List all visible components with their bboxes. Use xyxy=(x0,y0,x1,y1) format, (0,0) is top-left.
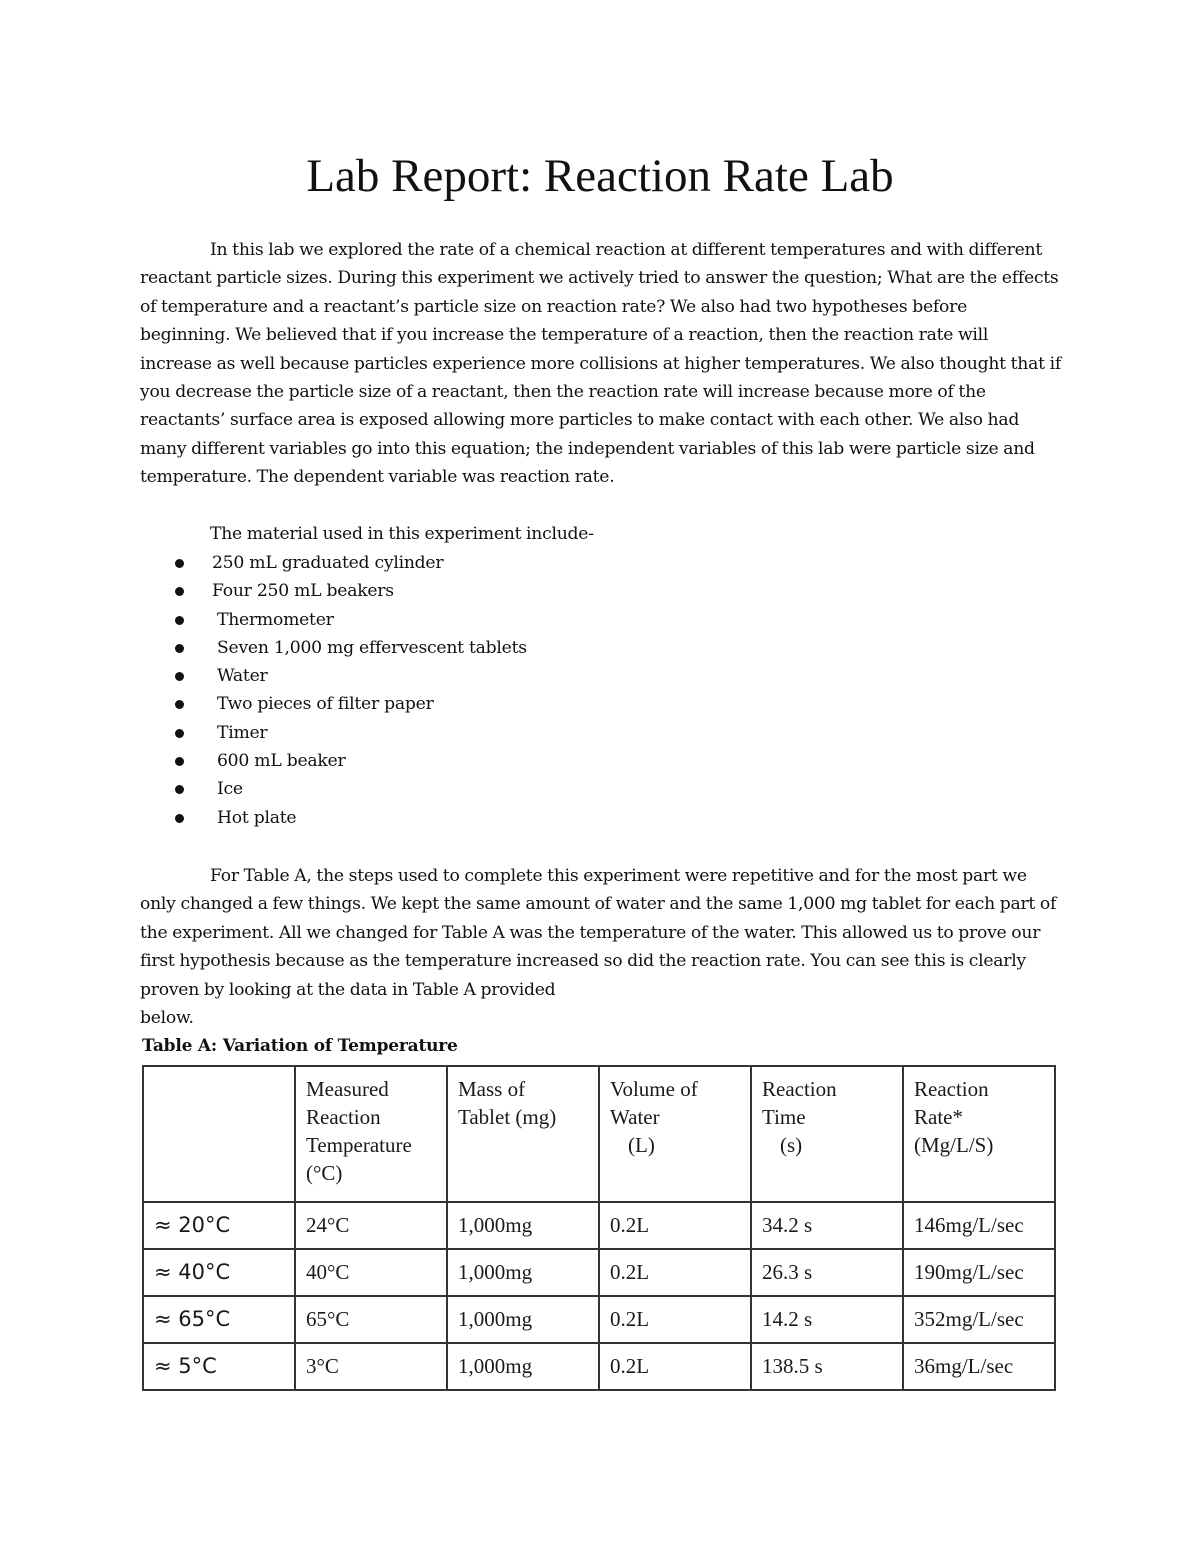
list-item: Hot plate xyxy=(140,804,527,832)
table-cell: 1,000mg xyxy=(447,1343,599,1390)
bullet-icon xyxy=(175,672,184,681)
intro-paragraph: In this lab we explored the rate of a chemical reaction at different temperatures and with different reactant particle sizes. During this experiment we actively tried to answer the question; What are the effects of temperature and a reactant’s particle size on reaction rate? We also had two hypotheses before beginning. We believed that if you increase the temperature of a reaction, then the reaction rate will increase as well because particles experience more collisions at higher temperatures. We also thought that if you decrease the particle size of a reactant, then the reaction rate will increase because more of the reactants’ surface area is exposed allowing more particles to make contact with each other. We also had many different variables go into this equation; the independent variables of this lab were particle size and temperature. The dependent variable was reaction rate. xyxy=(140,240,1061,488)
table-cell: 1,000mg xyxy=(447,1296,599,1343)
table-row xyxy=(143,1202,1055,1249)
header-cell: Volume of Water (L) xyxy=(599,1066,751,1202)
table-cell: 24°C xyxy=(295,1202,447,1249)
table-cell: 34.2 s xyxy=(751,1202,903,1249)
bullet-icon xyxy=(175,616,184,625)
table-cell: ≈ 5°C xyxy=(143,1343,295,1390)
table-row xyxy=(143,1296,1055,1343)
header-cell xyxy=(143,1066,295,1202)
header-cell: Mass of Tablet (mg) xyxy=(447,1066,599,1202)
table-cell: 138.5 s xyxy=(751,1343,903,1390)
procedure-paragraph: For Table A, the steps used to complete this experiment were repetitive and for the most part we only changed a few things. We kept the same amount of water and the same 1,000 mg tablet for each part of the experiment. All we changed for Table A was the temperature of the water. This allowed us to prove our first hypothesis because as the temperature increased so did the reaction rate. You can see this is clearly proven by looking at the data in Table A provided xyxy=(140,866,1057,1000)
table-row xyxy=(143,1343,1055,1390)
materials-intro: The material used in this experiment include- xyxy=(210,524,594,544)
table-cell: 14.2 s xyxy=(751,1296,903,1343)
header-cell: Measured Reaction Temperature (°C) xyxy=(295,1066,447,1202)
table-row xyxy=(143,1249,1055,1296)
list-item: Timer xyxy=(140,719,527,747)
table-header-row xyxy=(143,1066,1055,1202)
list-item: Water xyxy=(140,662,527,690)
bullet-icon xyxy=(175,785,184,794)
bullet-icon xyxy=(175,587,184,596)
header-cell: Reaction Time (s) xyxy=(751,1066,903,1202)
table-cell: ≈ 40°C xyxy=(143,1249,295,1296)
list-item: Two pieces of filter paper xyxy=(140,690,527,718)
table-cell: 1,000mg xyxy=(447,1249,599,1296)
table-cell: 26.3 s xyxy=(751,1249,903,1296)
table-cell: 0.2L xyxy=(599,1343,751,1390)
list-item: 250 mL graduated cylinder xyxy=(140,549,527,577)
data-table xyxy=(142,1065,1056,1391)
bullet-icon xyxy=(175,757,184,766)
table-cell: ≈ 65°C xyxy=(143,1296,295,1343)
table-cell: 146mg/L/sec xyxy=(903,1202,1055,1249)
bullet-icon xyxy=(175,559,184,568)
table-cell: 3°C xyxy=(295,1343,447,1390)
table-cell: 0.2L xyxy=(599,1202,751,1249)
bullet-icon xyxy=(175,729,184,738)
bullet-icon xyxy=(175,814,184,823)
table-cell: 40°C xyxy=(295,1249,447,1296)
list-item: Thermometer xyxy=(140,606,527,634)
procedure-tail: below. xyxy=(140,1008,194,1028)
table-cell: 190mg/L/sec xyxy=(903,1249,1055,1296)
page-title: Lab Report: Reaction Rate Lab xyxy=(306,150,894,202)
bullet-icon xyxy=(175,644,184,653)
list-item: Four 250 mL beakers xyxy=(140,577,527,605)
header-cell: Reaction Rate* (Mg/L/S) xyxy=(903,1066,1055,1202)
list-item: Seven 1,000 mg effervescent tablets xyxy=(140,634,527,662)
list-item: Ice xyxy=(140,775,527,803)
table-cell: 0.2L xyxy=(599,1296,751,1343)
table-cell: 1,000mg xyxy=(447,1202,599,1249)
bullet-icon xyxy=(175,700,184,709)
list-item: 600 mL beaker xyxy=(140,747,527,775)
table-caption: Table A: Variation of Temperature xyxy=(142,1036,458,1056)
table-cell: 65°C xyxy=(295,1296,447,1343)
table-cell: ≈ 20°C xyxy=(143,1202,295,1249)
materials-list xyxy=(140,549,527,832)
table-cell: 36mg/L/sec xyxy=(903,1343,1055,1390)
table-cell: 0.2L xyxy=(599,1249,751,1296)
table-cell: 352mg/L/sec xyxy=(903,1296,1055,1343)
